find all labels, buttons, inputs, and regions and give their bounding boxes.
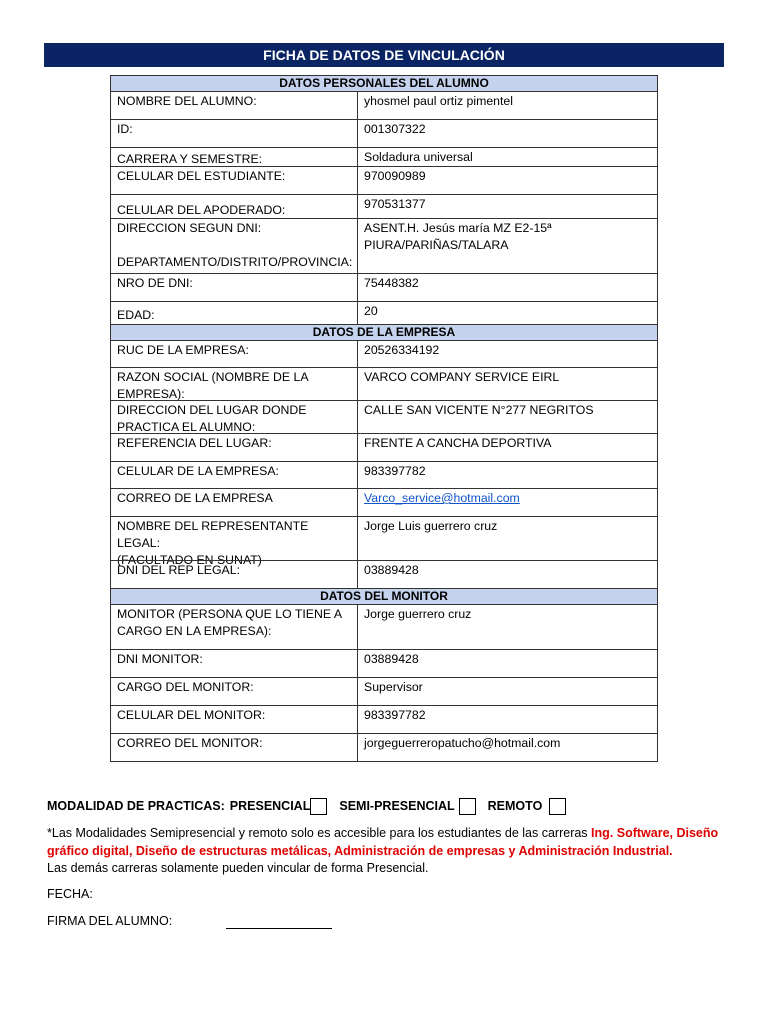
modality-option-semipresencial: SEMI-PRESENCIAL (339, 799, 455, 813)
field-value: Supervisor (364, 680, 423, 694)
field-label: CARRERA Y SEMESTRE: (111, 148, 358, 166)
field-label: NRO DE DNI: (111, 274, 358, 301)
table-row (110, 461, 658, 489)
table-row (110, 147, 658, 167)
table-row (110, 705, 658, 734)
field-label: DNI DEL REP LEGAL: (111, 561, 358, 588)
table-row (110, 119, 658, 148)
modality-label: MODALIDAD DE PRACTICAS: (47, 799, 225, 813)
field-label: CELULAR DEL APODERADO: (111, 195, 358, 218)
field-label: DIRECCION DEL LUGAR DONDE PRACTICA EL ALUMNO: (111, 401, 358, 433)
field-label: MONITOR (PERSONA QUE LO TIENE A CARGO EN LA EMPRESA): (111, 605, 358, 649)
note-outro: Las demás carreras solamente pueden vincular de forma Presencial. (47, 861, 429, 875)
field-label: RUC DE LA EMPRESA: (111, 341, 358, 367)
field-label: CORREO DEL MONITOR: (111, 734, 358, 761)
field-value: yhosmel paul ortiz pimentel (364, 94, 513, 108)
checkbox-presencial[interactable] (310, 798, 327, 815)
table-row (110, 433, 658, 462)
table-row (110, 273, 658, 302)
field-value: 03889428 (364, 652, 419, 666)
data-table (110, 76, 658, 771)
field-label: CELULAR DEL MONITOR: (111, 706, 358, 733)
field-label: CELULAR DEL ESTUDIANTE: (111, 167, 358, 194)
signature-label: FIRMA DEL ALUMNO: (47, 914, 173, 928)
table-row (110, 488, 658, 517)
field-value: Jorge guerrero cruz (364, 607, 472, 621)
field-label: EDAD: (111, 302, 358, 324)
field-label: ID: (111, 120, 358, 147)
section-header-company: DATOS DE LA EMPRESA (110, 324, 658, 341)
signature-line[interactable] (226, 914, 332, 929)
field-value: 001307322 (364, 122, 426, 136)
table-row (110, 340, 658, 368)
field-value: CALLE SAN VICENTE N°277 NEGRITOS (364, 403, 594, 417)
table-row (110, 604, 658, 650)
table-row (110, 218, 658, 274)
field-value: 75448382 (364, 276, 419, 290)
field-label: NOMBRE DEL REPRESENTANTE LEGAL: (FACULTADO EN SUNAT) (111, 517, 358, 560)
field-label: DNI MONITOR: (111, 650, 358, 677)
note-intro: *Las Modalidades Semipresencial y remoto solo es accesible para los estudiantes de las carreras (47, 826, 588, 840)
field-label: RAZON SOCIAL (NOMBRE DE LA EMPRESA): (111, 368, 358, 400)
section-header-monitor: DATOS DEL MONITOR (110, 588, 658, 605)
note-careers: Ing. Software, Diseño gráfico digital, Diseño de estructuras metálicas, Administración de empresas y Administración Industrial. (47, 826, 719, 858)
field-label: DIRECCION SEGUN DNI: DEPARTAMENTO/DISTRITO/PROVINCIA: (111, 219, 358, 273)
field-label: REFERENCIA DEL LUGAR: (111, 434, 358, 461)
table-row (110, 649, 658, 678)
table-row (110, 733, 658, 762)
field-value: 03889428 (364, 563, 419, 577)
field-label: CARGO DEL MONITOR: (111, 678, 358, 705)
checkbox-semipresencial[interactable] (459, 798, 476, 815)
table-row (110, 367, 658, 401)
modality-option-presencial: PRESENCIAL (229, 799, 311, 813)
signature-area (47, 914, 332, 929)
table-row (110, 301, 658, 325)
field-value: 983397782 (364, 464, 426, 478)
field-value: 20526334192 (364, 343, 440, 357)
field-value: Soldadura universal (364, 150, 473, 164)
modality-note (47, 825, 737, 878)
field-value: jorgeguerreropatucho@hotmail.com (364, 736, 561, 750)
modality-option-remoto: REMOTO (487, 799, 543, 813)
field-value: 20 (364, 304, 378, 318)
field-value: 983397782 (364, 708, 426, 722)
checkbox-remoto[interactable] (549, 798, 566, 815)
table-row (110, 400, 658, 434)
field-label: NOMBRE DEL ALUMNO: (111, 92, 358, 119)
section-header-personal: DATOS PERSONALES DEL ALUMNO (110, 75, 658, 92)
field-value: 970531377 (364, 197, 426, 211)
field-value: VARCO COMPANY SERVICE EIRL (364, 370, 560, 384)
table-row (110, 677, 658, 706)
field-value: 970090989 (364, 169, 426, 183)
table-row (110, 166, 658, 195)
company-email-link[interactable]: Varco_service@hotmail.com (364, 491, 520, 505)
field-label: CORREO DE LA EMPRESA (111, 489, 358, 516)
table-row (110, 516, 658, 567)
date-label: FECHA: (47, 887, 93, 901)
practice-modality (47, 796, 747, 816)
table-row (110, 91, 658, 120)
field-label: CELULAR DE LA EMPRESA: (111, 462, 358, 488)
form-title: FICHA DE DATOS DE VINCULACIÓN (44, 43, 724, 67)
field-value: Jorge Luis guerrero cruz (364, 519, 498, 533)
field-value: FRENTE A CANCHA DEPORTIVA (364, 436, 552, 450)
table-row (110, 560, 658, 589)
field-value: ASENT.H. Jesús maría MZ E2-15ª PIURA/PARIÑAS/TALARA (364, 221, 552, 252)
table-row (110, 194, 658, 219)
